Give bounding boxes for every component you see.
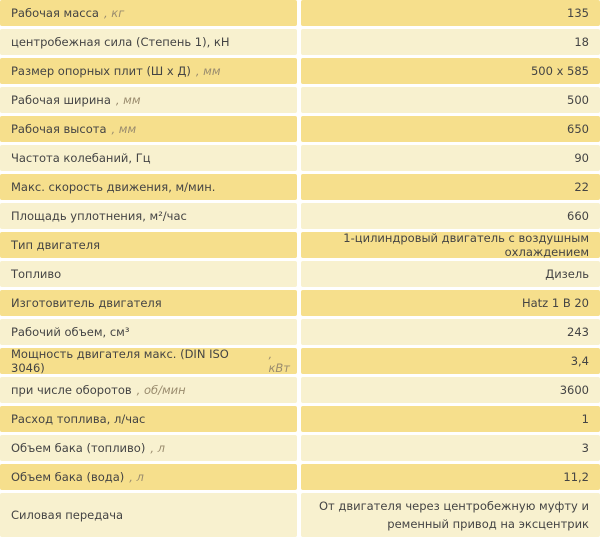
spec-row-working-height (0, 116, 600, 142)
spec-value: 135 (301, 0, 600, 26)
spec-value: 90 (301, 145, 600, 171)
spec-row-base-plate-size (0, 58, 600, 84)
spec-unit: , мм (111, 122, 137, 136)
spec-label: Изготовитель двигателя (0, 290, 297, 316)
spec-value: 650 (301, 116, 600, 142)
spec-unit: , мм (195, 64, 221, 78)
spec-row-max-speed (0, 174, 600, 200)
spec-value: 660 (301, 203, 600, 229)
spec-label: при числе оборотов , об/мин (0, 377, 297, 403)
spec-label: Размер опорных плит (Ш x Д) , мм (0, 58, 297, 84)
spec-label: Расход топлива, л/час (0, 406, 297, 432)
spec-value: 500 (301, 87, 600, 113)
spec-unit: , л (129, 470, 144, 484)
spec-value: 18 (301, 29, 600, 55)
spec-row-water-tank-volume (0, 464, 600, 490)
spec-value: 243 (301, 319, 600, 345)
spec-unit: , кг (103, 6, 125, 20)
spec-label: Силовая передача (0, 493, 297, 537)
spec-value: 3 (301, 435, 600, 461)
spec-value: 1-цилиндровый двигатель с воздушным охлаждением (301, 232, 600, 258)
spec-label: Объем бака (топливо) , л (0, 435, 297, 461)
spec-row-fuel-tank-volume (0, 435, 600, 461)
spec-row-fuel (0, 261, 600, 287)
spec-row-max-engine-power (0, 348, 600, 374)
spec-row-compaction-area (0, 203, 600, 229)
spec-label: Мощность двигателя макс. (DIN ISO 3046) , кВт (0, 348, 297, 374)
spec-row-displacement (0, 319, 600, 345)
spec-row-engine-manufacturer (0, 290, 600, 316)
spec-row-engine-type (0, 232, 600, 258)
spec-label: Топливо (0, 261, 297, 287)
spec-value: Дизель (301, 261, 600, 287)
spec-label: Рабочая ширина , мм (0, 87, 297, 113)
spec-unit: , мм (115, 93, 141, 107)
spec-unit: , кВт (268, 347, 290, 375)
spec-label: Объем бака (вода) , л (0, 464, 297, 490)
spec-value: 3600 (301, 377, 600, 403)
spec-value: 500 x 585 (301, 58, 600, 84)
spec-label: Рабочая высота , мм (0, 116, 297, 142)
spec-row-fuel-consumption (0, 406, 600, 432)
spec-row-vibration-frequency (0, 145, 600, 171)
spec-value: 1 (301, 406, 600, 432)
spec-row-working-width (0, 87, 600, 113)
spec-row-operating-weight (0, 0, 600, 26)
spec-label: Частота колебаний, Гц (0, 145, 297, 171)
spec-label: Рабочая масса , кг (0, 0, 297, 26)
spec-label: Рабочий объем, см³ (0, 319, 297, 345)
spec-unit: , л (150, 441, 165, 455)
spec-label: центробежная сила (Степень 1), кН (0, 29, 297, 55)
spec-value: От двигателя через центробежную муфту и ременный привод на эксцентрик (301, 493, 600, 537)
spec-label: Макс. скорость движения, м/мин. (0, 174, 297, 200)
spec-value: 3,4 (301, 348, 600, 374)
spec-label: Тип двигателя (0, 232, 297, 258)
spec-label: Площадь уплотнения, м²/час (0, 203, 297, 229)
spec-value: 22 (301, 174, 600, 200)
spec-unit: , об/мин (136, 383, 186, 397)
spec-row-power-transmission (0, 493, 600, 537)
spec-value: Hatz 1 B 20 (301, 290, 600, 316)
spec-value: 11,2 (301, 464, 600, 490)
spec-row-rpm (0, 377, 600, 403)
spec-row-centrifugal-force (0, 29, 600, 55)
